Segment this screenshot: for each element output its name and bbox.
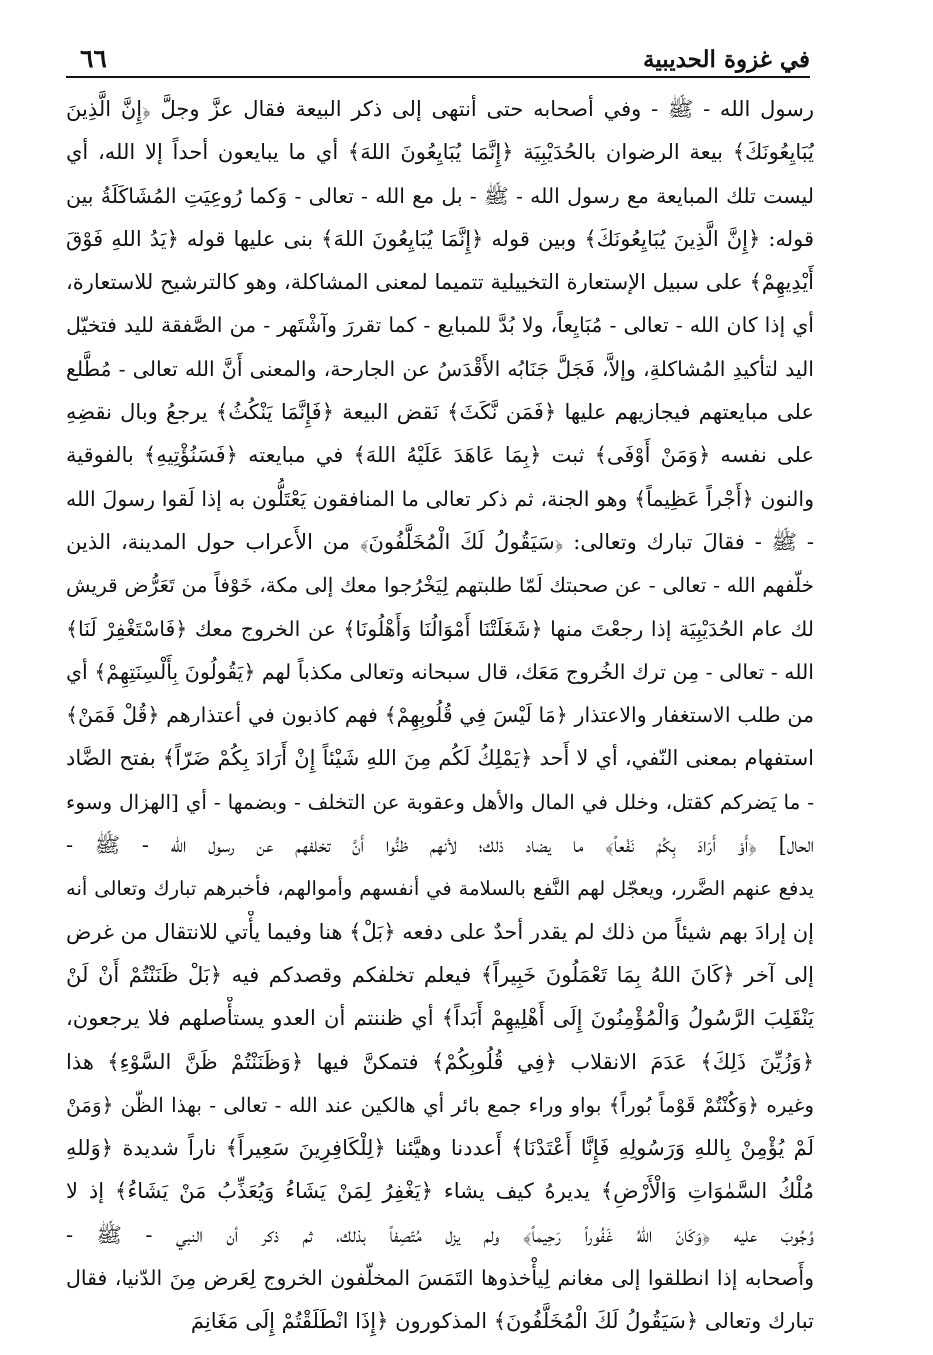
text-line: - ﷺ - فقالَ تبارك وتعالى: ﴿سَيَقُولُ لَكَ الْمُخَلَّفُونَ﴾ من الأَعراب حول المدينة، الذين [66,529,814,554]
text-line: مُلْكُ السَّمٰوَاتِ وَالْأَرْضِ﴾ يديرهُ كيف يشاء ﴿يَغْفِرُ لِمَنْ يَشَاءُ وَيُعَذِّبُ مَنْ يَشَاءُ﴾ إذ لا [66,1179,814,1204]
text-line: إن إرادَ بهم شيئاً من ذلك لم يقدر أحدٌ على دفعه ﴿بَلْ﴾ هنا وفيما يأْتي للانتقال من غرض [66,919,814,944]
text-line: من طلب الاستغفار والاعتذار ﴿مَا لَيْسَ فِي قُلُوبِهِمْ﴾ فهم كاذبون في أعتذارهم ﴿قُلْ فَمَنْ﴾ [66,703,814,728]
text-line: على مبايعتهم فيجازيهم عليها ﴿فَمَن نَّكَثَ﴾ نَقض البيعة ﴿فَإِنَّمَا يَنْكُثُ﴾ يرجعُ وبال نقضِهِ [66,400,814,425]
text-line: يَنْقَلِبَ الرَّسُولُ وَالْمُؤْمِنُونَ إِلَى أَهْلِيهِمْ أَبَداً﴾ أي ظننتم أن العدو يستأْصلهم فلا يرجعون، [66,1006,814,1031]
text-line: وغيره ﴿وَكُنْتُمْ قَوْماً بُوراً﴾ بواو وراء جمع بائر أي هالكين عند الله - تعالى - بهذا الظّن ﴿وَمَنْ [66,1092,814,1117]
text-line: يدفع عنهم الضَّرر، ويعجّل لهم النَّفع بالسلامة في أنفسهم وأموالهم، فأخبرهم تبارك وتعالى أنه [66,877,814,901]
text-line: وأَصحابه إذا انطلقوا إلى مغانم لِيأْخذوها التَمَسَ المخلّفون الخروج لِعَرض مِنَ الدّنيا، فقال [66,1266,814,1291]
text-line: لك عام الحُدَيْبِيَة إذا رجعْتَ منها ﴿شَغَلَتْنَا أَمْوَالُنَا وَأَهْلُونَا﴾ عن الخروج معك ﴿فَاسْتَغْفِرْ لَنَا﴾ [66,616,814,641]
text-line: قوله: ﴿إِنَّ الَّذِينَ يُبَايِعُونَكَ﴾ وبين قوله ﴿إِنَّمَا يُبَايِعُونَ اللهَ﴾ بنى عليها قوله ﴿يَدُ اللهِ فَوْقَ [66,226,814,251]
text-line: - ما يَضركم كقتل، وخلل في المال والأهل وعقوبة عن التخلف - وبضمها - أي [الهزال وسوء [66,789,814,814]
text-line: خلّفهم الله - تعالى - عن صحبتك لَمّا طلبتهم لِيَخْرُجوا معك إلى مكة، خَوْفاً من تَعَرُّض قريش [66,573,814,598]
text-line: لَمْ يُؤْمِنْ بِاللهِ وَرَسُولِهِ فَإِنَّا أَعْتَدْنَا﴾ أَعددنا وهيَّئنا ﴿لِلْكَافِرِينَ سَعِيراً﴾ ناراً شديدة ﴿وَللهِ [66,1136,814,1161]
running-title: في غزوة الحديبية [643,46,810,73]
page-header [66,42,810,78]
text-line: اليد لتأكيدِ المُشاكلةِ، وإلاَّ، فَجَلَّ جَنَابُه الأَقْدَسُ عن الجارحة، والمعنى أَنَّ الله تعالى - مُطَّلع [66,356,814,381]
text-line: الحال] ﴿أَوْ أَرَادَ بِكُمْ نَفْعاً﴾ ما يضاد ذلك؛ لأنهم ظنُّوا أَنَّ تخلفهم عن رسول الله - ﷺ - [66,833,814,858]
text-line: رسول الله - ﷺ - وفي أصحابه حتى أنتهى إلى ذكر البيعة فقال عزَّ وجلَّ ﴿إِنَّ الَّذِينَ [66,97,814,121]
text-line: أي إذا كان الله - تعالى - مُبَايِعاً، ولا بُدَّ للمبايع - كما تقررَ وآشْتَهر - من الصَّفقة لليد فتخيّل [66,313,814,338]
text-line: الله - تعالى - مِن ترك الخُروج مَعَك، قال سبحانه وتعالى مكذباً لهم ﴿يَقُولُونَ بِأَلْسِنَتِهِمْ﴾ أي [66,659,814,684]
text-line: والنون ﴿أَجْراً عَظِيماً﴾ وهو الجنة، ثم ذكر تعالى ما المنافقون يَعْتَلُّون به إذا لَقوا رسولَ الله [66,486,814,511]
text-line: وُجُوبَ عليه ﴿وَكَانَ اللهُ غَفُوراً رَحِيماً﴾ ولم يزل مُتّصِفاً بذلك، ثم ذكر أن النبي - ﷺ - [66,1222,814,1247]
text-line: أَيْدِيهِمْ﴾ على سبيل الإستعارة التخييلية تتميما لمعنى المشاكلة، وهو كالترشيح للاستعارة، [66,270,814,295]
text-line: ليست تلك المبايعة مع رسول الله - ﷺ - بل مع الله - تعالى - وَكما رُوعِيَتِ المُشَاكَلَةُ بين [66,183,814,208]
text-line: على نفسه ﴿وَمَنْ أَوْفَى﴾ ثبت ﴿بِمَا عَاهَدَ عَلَيْهُ اللهَ﴾ في مبايعته ﴿فَسَنُؤْتِيهِ﴾ بالفوقية [66,443,814,468]
text-line: استفهام بمعنى النّفي، أي لا أَحد ﴿يَمْلِكُ لَكُم مِنَ اللهِ شَيْئاً إِنْ أَرَادَ بِكُمْ ضَرّاً﴾ بفتح الضَّاد [66,746,814,771]
text-line: تبارك وتعالى ﴿سَيَقُولُ لَكَ الْمُخَلَّفُونَ﴾ المذكورون ﴿إِذَا انْطَلَقْتُمْ إِلَى مَغَانِمَ [190,1309,814,1334]
text-line: إلى آخر ﴿كَانَ اللهُ بِمَا تَعْمَلُونَ خَبِيراً﴾ فيعلم تخلفكم وقصدكم فيه ﴿بَلْ ظَنَنْتُمْ أَنْ لَنْ [66,962,814,987]
text-line: يُبَايِعُونَكَ﴾ بيعة الرضوان بالحُدَيْبِيَة ﴿إِنَّمَا يُبَايِعُونَ اللهَ﴾ أي ما يبايعون أحداً إلا الله، أي [66,140,814,165]
text-line: ﴿وَزُيِّنَ ذَلِكَ﴾ عَدَمَ الانقلاب ﴿فِي قُلُوبِكُمْ﴾ فتمكنَّ فيها ﴿وَظَنَنْتُمْ ظَنَّ السَّوْءِ﴾ هذا [66,1049,814,1074]
page-number: ٦٦ [80,44,107,73]
body-text [66,88,814,1344]
